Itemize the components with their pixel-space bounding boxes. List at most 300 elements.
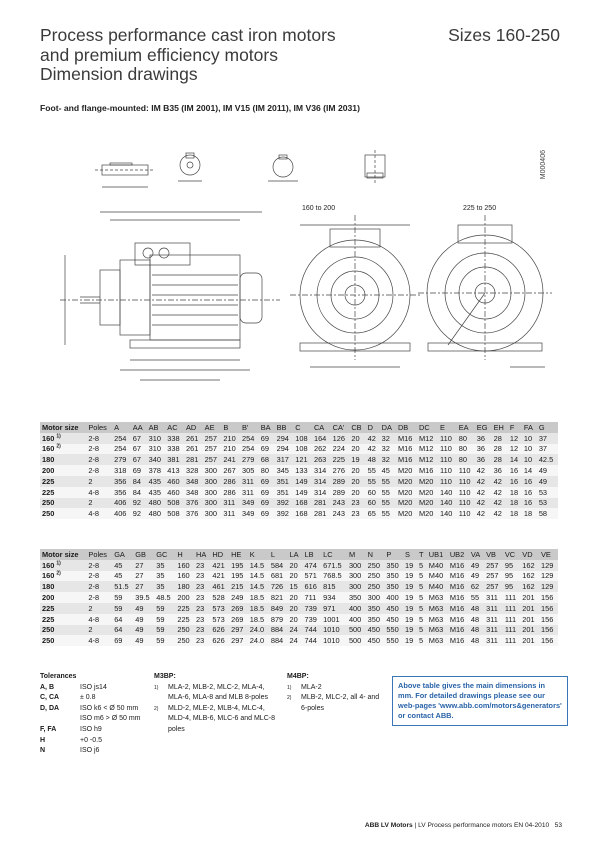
table-cell: 815 — [321, 581, 347, 592]
motor-side-view — [60, 212, 280, 380]
table-row — [40, 487, 558, 498]
table-cell: 351 — [275, 487, 294, 498]
table-cell: 49 — [537, 476, 558, 487]
table-cell: 311 — [240, 476, 259, 487]
table-cell: 95 — [503, 560, 520, 571]
table-header-cell: AD — [184, 422, 203, 433]
m4bp-footnotes — [287, 672, 379, 714]
table-cell: 281 — [312, 498, 331, 509]
motor-size-cell — [40, 592, 86, 603]
table-cell: 20 — [349, 465, 365, 476]
table-cell: 14.5 — [248, 581, 269, 592]
table-cell: 42 — [492, 487, 508, 498]
table-cell: 36 — [492, 465, 508, 476]
table-cell: 110 — [457, 476, 475, 487]
footnote-key: H — [40, 736, 46, 744]
table-cell: 300 — [347, 581, 366, 592]
footnote-value: MLB-2, MLC-2, all 4- and — [301, 694, 380, 702]
table-cell: 111 — [503, 603, 520, 614]
table-cell: 156 — [539, 614, 558, 625]
table-cell: 350 — [384, 571, 403, 582]
table-cell: 400 — [347, 603, 366, 614]
table-cell: 225 — [175, 603, 194, 614]
title-line-3: Dimension drawings — [40, 64, 198, 84]
m3bp-footnotes — [154, 672, 275, 736]
table-cell: 28 — [492, 433, 508, 444]
table-cell: 162 — [520, 571, 539, 582]
footnote-key: 2) — [287, 695, 292, 702]
table-header-cell: VB — [484, 549, 503, 560]
table-cell: 671.5 — [321, 560, 347, 571]
motor-size-cell — [40, 560, 86, 571]
table-cell: 195 — [229, 560, 248, 571]
table-header-cell: C — [293, 422, 312, 433]
table-cell: 474 — [302, 560, 321, 571]
table-cell: 110 — [438, 476, 457, 487]
table-cell: 5 — [417, 571, 427, 582]
table-cell: 528 — [210, 592, 229, 603]
table-cell: 20 — [349, 444, 365, 455]
table-cell: M20 — [417, 508, 438, 519]
table-cell: 92 — [131, 508, 147, 519]
motor-size: 250 — [42, 509, 55, 519]
table-cell: 48 — [469, 635, 484, 646]
footnote-value: MLA-2, MLB-2, MLC-2, MLA-4, — [168, 683, 265, 691]
table-cell: 300 — [203, 508, 222, 519]
table-cell: 133 — [293, 465, 312, 476]
footnote-key — [40, 714, 80, 725]
table-cell: 23 — [194, 625, 210, 636]
table-cell: 311 — [484, 603, 503, 614]
table-cell: 36 — [475, 444, 492, 455]
table-cell: 681 — [269, 571, 288, 582]
drawing-label-right: 225 to 250 — [463, 205, 497, 212]
footnote-row — [40, 683, 141, 694]
table-header-cell: N — [366, 549, 385, 560]
table-cell: 4-8 — [86, 614, 112, 625]
table-cell: 311 — [484, 625, 503, 636]
table-cell: 300 — [203, 487, 222, 498]
table-cell: 314 — [312, 465, 331, 476]
table-cell: 381 — [165, 454, 184, 465]
table-cell: 51.5 — [112, 581, 133, 592]
table-header-cell: DA — [380, 422, 396, 433]
table-cell: M20 — [417, 498, 438, 509]
motor-size-cell — [40, 625, 86, 636]
table-header-cell: GB — [133, 549, 154, 560]
table-cell: 5 — [417, 625, 427, 636]
motor-size-cell — [40, 476, 86, 487]
table-cell: 160 — [175, 571, 194, 582]
dimension-table-2 — [40, 549, 558, 646]
table-cell: 16 — [522, 487, 537, 498]
motor-size: 160 — [42, 444, 55, 454]
table-cell: 289 — [331, 476, 350, 487]
table-cell: 311 — [221, 508, 240, 519]
table-header-cell: FA — [522, 422, 537, 433]
table-cell: 5 — [417, 603, 427, 614]
table-cell: 19 — [403, 581, 417, 592]
table-cell: 42 — [475, 487, 492, 498]
table-cell: 300 — [366, 592, 385, 603]
footnote-row — [40, 746, 141, 757]
table-cell: 243 — [331, 508, 350, 519]
table-cell: 744 — [302, 635, 321, 646]
motor-size: 225 — [42, 614, 55, 624]
table-cell: 254 — [112, 433, 131, 444]
table-header-cell: T — [417, 549, 427, 560]
table-cell: M63 — [427, 614, 448, 625]
table-cell: 225 — [175, 614, 194, 625]
table-row — [40, 454, 558, 465]
table-cell: 20 — [288, 592, 303, 603]
table-header-cell: UB1 — [427, 549, 448, 560]
footnote-key: F, FA — [40, 725, 57, 733]
table-cell: 18.5 — [248, 592, 269, 603]
footnote-marker: 2) — [56, 571, 61, 578]
shaft-detail-4 — [365, 150, 385, 183]
table-cell: 269 — [229, 603, 248, 614]
table-header-cell: B' — [240, 422, 259, 433]
table-header-cell: CB — [349, 422, 365, 433]
table-cell: 350 — [366, 614, 385, 625]
table-cell: 23 — [194, 560, 210, 571]
motor-size-cell — [40, 614, 86, 625]
table-cell: 95 — [503, 571, 520, 582]
table-cell: M12 — [417, 454, 438, 465]
table-cell: M16 — [448, 560, 469, 571]
table-cell: 24 — [288, 625, 303, 636]
table-header-cell: VA — [469, 549, 484, 560]
table-cell: 67 — [131, 433, 147, 444]
table-cell: M16 — [448, 592, 469, 603]
table-cell: 20 — [288, 560, 303, 571]
motor-end-view-small — [290, 215, 420, 367]
table-cell: M12 — [417, 444, 438, 455]
table-header-cell: EA — [457, 422, 475, 433]
table-cell: 314 — [312, 476, 331, 487]
table-cell: 23 — [194, 581, 210, 592]
table-header-cell: G — [537, 422, 558, 433]
table-cell: 48.5 — [154, 592, 175, 603]
table-row — [40, 592, 558, 603]
table-cell: 69 — [259, 508, 275, 519]
table-cell: 20 — [288, 614, 303, 625]
table-cell: 58 — [537, 508, 558, 519]
table-cell: 45 — [112, 560, 133, 571]
table-cell: 739 — [302, 603, 321, 614]
table-header-cell: BA — [259, 422, 275, 433]
table-header-cell: HE — [229, 549, 248, 560]
table-cell: 2-8 — [86, 571, 112, 582]
table-cell: 18 — [508, 508, 522, 519]
table-cell: 111 — [503, 614, 520, 625]
footnote-value: ± 0.8 — [80, 694, 96, 702]
table-cell: 59 — [112, 603, 133, 614]
table-cell: M63 — [427, 603, 448, 614]
table-cell: 5 — [417, 592, 427, 603]
table-cell: 24 — [288, 635, 303, 646]
footnote-row — [154, 693, 275, 704]
table-cell: 201 — [520, 592, 539, 603]
table-cell: 460 — [165, 476, 184, 487]
table-header-cell: CA' — [331, 422, 350, 433]
table-header-cell: B — [221, 422, 240, 433]
motor-size-cell — [40, 433, 86, 444]
table-cell: 48 — [366, 454, 380, 465]
table-cell: 16 — [508, 476, 522, 487]
table-header-row — [40, 549, 558, 560]
table-cell: M40 — [427, 571, 448, 582]
footnote-marker: 1) — [56, 433, 61, 440]
footnote-row — [40, 725, 141, 736]
table-cell: 95 — [503, 581, 520, 592]
table-cell: 49 — [469, 571, 484, 582]
table-cell: 849 — [269, 603, 288, 614]
table-cell: 286 — [221, 476, 240, 487]
table-cell: 24.0 — [248, 625, 269, 636]
footnote-row — [40, 714, 141, 725]
table-cell: 42 — [492, 476, 508, 487]
footnote-key: 1) — [287, 684, 292, 691]
table-cell: 14 — [522, 465, 537, 476]
table-cell: 269 — [229, 614, 248, 625]
shaft-detail-2 — [178, 153, 202, 181]
table-cell: 350 — [366, 603, 385, 614]
table-cell: 450 — [366, 625, 385, 636]
table-cell: 19 — [403, 625, 417, 636]
table-cell: 1010 — [321, 625, 347, 636]
table-cell: 5 — [417, 635, 427, 646]
table-cell: 19 — [349, 454, 365, 465]
motor-size: 225 — [42, 476, 55, 486]
page-number: 53 — [554, 822, 562, 829]
table-cell: 2-8 — [86, 560, 112, 571]
table-cell: 5 — [417, 581, 427, 592]
table-cell: 348 — [184, 476, 203, 487]
footnote-key — [287, 704, 301, 715]
motor-size: 180 — [42, 455, 55, 465]
table-cell: 69 — [259, 433, 275, 444]
table-cell: 279 — [112, 454, 131, 465]
table-cell: 711 — [302, 592, 321, 603]
table-header-cell: S — [403, 549, 417, 560]
table-cell: 35 — [154, 571, 175, 582]
table-cell: 201 — [520, 614, 539, 625]
table-cell: 126 — [331, 433, 350, 444]
footnote-marker: 1) — [56, 560, 61, 567]
table-cell: 23 — [194, 603, 210, 614]
table-cell: 18 — [508, 487, 522, 498]
table-cell: 281 — [312, 508, 331, 519]
footnote-key — [154, 714, 168, 725]
table-cell: 243 — [331, 498, 350, 509]
table-cell: 626 — [210, 625, 229, 636]
table-cell: 450 — [384, 614, 403, 625]
motor-size: 250 — [42, 636, 55, 646]
table-cell: M20 — [396, 508, 417, 519]
mounting-subtitle: Foot- and flange-mounted: IM B35 (IM 2001), IM V15 (IM 2011), IM V36 (IM 2031) — [40, 103, 360, 113]
table-cell: 10 — [522, 454, 537, 465]
table-cell: 20 — [349, 476, 365, 487]
table-cell: 23 — [194, 592, 210, 603]
table-cell: 421 — [210, 560, 229, 571]
table-cell: 53 — [537, 487, 558, 498]
table-cell: 160 — [175, 560, 194, 571]
table-cell: 257 — [484, 581, 503, 592]
table-header-cell: CA — [312, 422, 331, 433]
table-header-cell: VD — [520, 549, 539, 560]
table-cell: 350 — [384, 560, 403, 571]
title-line-1: Process performance cast iron motors — [40, 25, 336, 45]
table-cell: 267 — [221, 465, 240, 476]
footnote-key — [154, 693, 168, 704]
table-cell: 23 — [194, 635, 210, 646]
footnote-key: N — [40, 747, 46, 755]
table-cell: 110 — [457, 465, 475, 476]
table-cell: 350 — [384, 581, 403, 592]
table-cell: 39.5 — [133, 592, 154, 603]
table-cell: 55 — [380, 476, 396, 487]
table-cell: 68 — [259, 454, 275, 465]
table-cell: 297 — [229, 635, 248, 646]
table-cell: 821 — [269, 592, 288, 603]
table-cell: 351 — [275, 476, 294, 487]
footnote-value: ISO k6 < Ø 50 mm — [80, 704, 139, 712]
table-cell: 2-8 — [86, 433, 112, 444]
table-cell: 110 — [457, 487, 475, 498]
table-cell: 12 — [508, 433, 522, 444]
table-row — [40, 476, 558, 487]
footnote-value: MLD-2, MLE-2, MLB-4, MLC-4, — [168, 704, 265, 712]
table-cell: 311 — [484, 635, 503, 646]
table-cell: 129 — [539, 581, 558, 592]
page-footer — [365, 822, 562, 829]
motor-size-cell — [40, 571, 86, 582]
info-note: Above table gives the main dimensions in mm. For detailed drawings please see our web-pages 'www.abb.com/motors&generators' or contact ABB. — [392, 676, 568, 726]
table-cell: 2-8 — [86, 454, 112, 465]
table-cell: 20 — [288, 603, 303, 614]
table-cell: 84 — [131, 487, 147, 498]
table-cell: 400 — [347, 614, 366, 625]
table-cell: 28 — [492, 454, 508, 465]
table-cell: 60 — [366, 498, 380, 509]
table-cell: 42 — [366, 433, 380, 444]
table-cell: 162 — [520, 560, 539, 571]
table-cell: 69 — [259, 487, 275, 498]
table-cell: 67 — [131, 444, 147, 455]
table-row — [40, 465, 558, 476]
table-cell: 2-8 — [86, 465, 112, 476]
table-cell: 42 — [475, 508, 492, 519]
table-cell: 164 — [312, 433, 331, 444]
table-cell: 392 — [275, 498, 294, 509]
table-cell: 55 — [366, 476, 380, 487]
table-cell: 4-8 — [86, 508, 112, 519]
table-cell: 14 — [508, 454, 522, 465]
table-cell: 27 — [133, 571, 154, 582]
footnote-key: D, DA — [40, 704, 60, 712]
table-cell: 584 — [269, 560, 288, 571]
table-cell: 254 — [240, 444, 259, 455]
motor-size-cell — [40, 444, 86, 455]
table-cell: 263 — [312, 454, 331, 465]
table-cell: 257 — [203, 444, 222, 455]
table-cell: 108 — [293, 433, 312, 444]
table-cell: 69 — [112, 635, 133, 646]
table-cell: 300 — [203, 465, 222, 476]
table-cell: 460 — [165, 487, 184, 498]
table-cell: 19 — [403, 592, 417, 603]
table-cell: 18 — [508, 498, 522, 509]
table-header-cell: AA — [131, 422, 147, 433]
table-cell: 19 — [403, 635, 417, 646]
table-cell: 80 — [457, 433, 475, 444]
footnote-key: A, B — [40, 683, 54, 691]
table-cell: 500 — [347, 625, 366, 636]
table-cell: 20 — [349, 487, 365, 498]
table-cell: 156 — [539, 603, 558, 614]
table-header-cell: L — [269, 549, 288, 560]
table-header-cell: EG — [475, 422, 492, 433]
table-cell: 110 — [457, 498, 475, 509]
table-cell: 257 — [484, 560, 503, 571]
m4bp-heading: M4BP: — [287, 673, 309, 680]
footnote-row — [154, 714, 275, 725]
table-cell: 23 — [349, 508, 365, 519]
table-cell: 4-8 — [86, 635, 112, 646]
title-line-2: and premium efficiency motors — [40, 44, 278, 65]
table-cell: 53 — [537, 498, 558, 509]
table-cell: 311 — [221, 498, 240, 509]
table-cell: 201 — [520, 635, 539, 646]
drawing-label-left: 160 to 200 — [302, 205, 336, 212]
table-cell: 318 — [112, 465, 131, 476]
table-cell: 42 — [492, 508, 508, 519]
footnote-row — [40, 704, 141, 715]
table-cell: 28 — [492, 444, 508, 455]
table-cell: 294 — [275, 444, 294, 455]
table-cell: 250 — [175, 625, 194, 636]
table-header-cell: EH — [492, 422, 508, 433]
table-cell: 413 — [165, 465, 184, 476]
motor-end-view-large — [418, 215, 552, 367]
table-cell: 14.5 — [248, 571, 269, 582]
table-cell: M63 — [427, 625, 448, 636]
table-row — [40, 498, 558, 509]
table-header-cell: Motor size — [40, 549, 86, 560]
table-cell: M16 — [396, 444, 417, 455]
table-cell: 2 — [86, 603, 112, 614]
tolerances-table — [40, 683, 141, 757]
table-cell: 879 — [269, 614, 288, 625]
table-cell: M63 — [427, 592, 448, 603]
footnote-value: MLD-4, MLB-6, MLC-6 and MLC-8 — [168, 715, 275, 723]
table-cell: 406 — [112, 498, 131, 509]
table-header-cell: HD — [210, 549, 229, 560]
table-header-cell: GC — [154, 549, 175, 560]
table-cell: 400 — [384, 592, 403, 603]
table-cell: 508 — [165, 498, 184, 509]
table-cell: M16 — [396, 433, 417, 444]
table-cell: M16 — [396, 454, 417, 465]
table-cell: 110 — [438, 454, 457, 465]
table-cell: 42 — [475, 465, 492, 476]
table-header-cell: M — [347, 549, 366, 560]
table-cell: 48 — [469, 614, 484, 625]
m3bp-heading: M3BP: — [154, 673, 176, 680]
table-cell: M20 — [417, 476, 438, 487]
